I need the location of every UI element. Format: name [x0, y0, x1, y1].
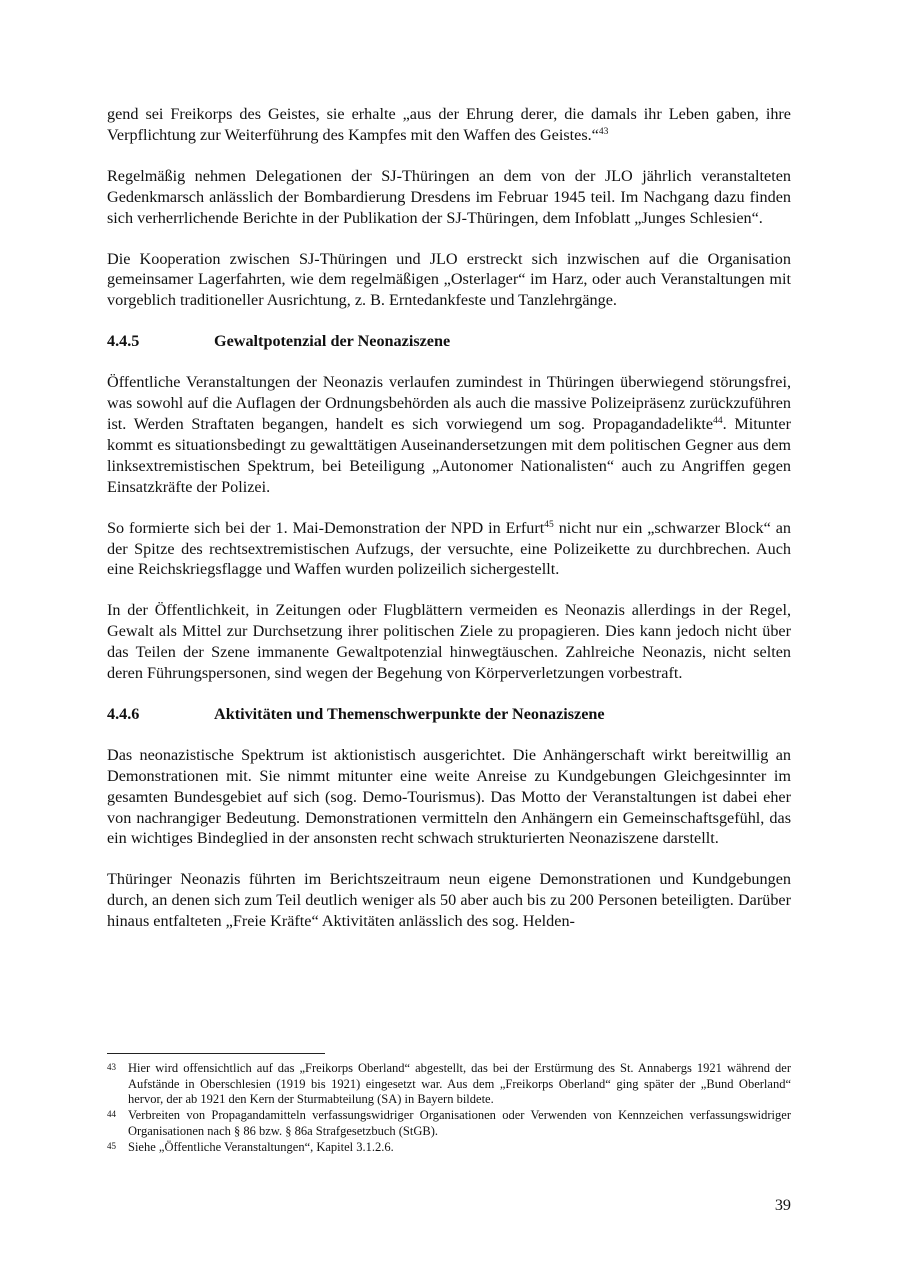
paragraph	[107, 372, 791, 497]
footnotes	[107, 1061, 791, 1155]
footnote-number: 43	[107, 1062, 116, 1072]
paragraph	[107, 518, 791, 581]
footnote	[107, 1061, 791, 1108]
paragraph: Thüringer Neonazis führten im Berichtszeitraum neun eigene Demonstrationen und Kundgebungen durch, an denen sich zum Teil deutlich weniger als 50 aber auch bis zu 200 Personen beteiligten. Darüber hinaus entfalteten „Freie Kräfte“ Aktivitäten anlässlich des sog. Helden-	[107, 870, 791, 931]
page-number: 39	[774, 1196, 791, 1214]
section-heading	[107, 704, 791, 725]
footnote-ref: 43	[598, 126, 609, 137]
footnote	[107, 1140, 791, 1156]
footnote-text: Siehe „Öffentliche Veranstaltungen“, Kapitel 3.1.2.6.	[128, 1139, 394, 1154]
footnote-divider	[107, 1053, 325, 1054]
paragraph: Das neonazistische Spektrum ist aktionistisch ausgerichtet. Die Anhängerschaft wirkt bereitwillig an Demonstrationen mit. Sie nimmt mitunter eine weite Anreise zu Kundgebungen Gleichgesinnter im gesamten Bundesgebiet auf sich (sog. Demo-Tourismus). Das Motto der Veranstaltungen ist dabei eher von nachrangiger Bedeutung. Demonstrationen vermitteln den Anhängern ein Gemeinschaftsgefühl, das ein wichtiges Bindeglied in der ansonsten recht schwach strukturierten Neonaziszene darstellt.	[107, 745, 791, 848]
paragraph: In der Öffentlichkeit, in Zeitungen oder Flugblättern vermeiden es Neonazis allerdings in der Regel, Gewalt als Mittel zur Durchsetzung ihrer politischen Ziele zu propagieren. Dies kann jedoch nicht über das Teilen der Szene immanente Gewaltpotenzial hinwegtäuschen. Zahlreiche Neonazis, nicht selten deren Führungspersonen, sind wegen der Begehung von Körperverletzungen vorbestraft.	[107, 601, 791, 683]
footnote-number: 45	[107, 1140, 116, 1151]
page-body	[107, 104, 791, 952]
section-heading	[107, 331, 791, 352]
paragraph-text: . Mitunter kommt es situationsbedingt zu gewalttätigen Auseinandersetzungen mit dem politischen Gegner aus dem linksextremistischen Spektrum, bei Beteiligung „Autonomer Nationalisten“ auch zu Angriffen gegen Einsatzkräfte der Polizei.	[107, 414, 792, 496]
paragraph	[107, 104, 791, 146]
footnote-number: 44	[107, 1109, 116, 1120]
footnote	[107, 1108, 791, 1139]
section-number: 4.4.5	[107, 332, 140, 351]
footnote-ref: 45	[544, 519, 554, 530]
paragraph-text: So formierte sich bei der 1. Mai-Demonstration der NPD in Erfurt	[107, 518, 545, 537]
footnote-text: Hier wird offensichtlich auf das „Freikorps Oberland“ abgestellt, das bei der Erstürmung des St. Annabergs 1921 während der Aufstände in Oberschlesien (1919 bis 1921) eingesetzt war. Aus dem „Freikorps Oberland“ ging später der „Bund Oberland“ hervor, der ab 1921 den Kern der Sturmabteilung (SA) in Bayern bildete.	[128, 1061, 791, 1107]
section-title: Gewaltpotenzial der Neonaziszene	[214, 332, 451, 351]
paragraph-text: gend sei Freikorps des Geistes, sie erhalte „aus der Ehrung derer, die damals ihr Leben gaben, ihre Verpflichtung zur Weiterführung des Kampfes mit den Waffen des Geistes.“	[107, 105, 791, 144]
paragraph-text: Öffentliche Veranstaltungen der Neonazis verlaufen zumindest in Thüringen überwiegend störungsfrei, was sowohl auf die Auflagen der Ordnungsbehörden als auch die massive Polizeipräsenz zurückzuführen ist. Werden Straftaten begangen, handelt es sich vorwiegend um sog. Propagandadelikte	[107, 373, 791, 433]
paragraph: Die Kooperation zwischen SJ-Thüringen und JLO erstreckt sich inzwischen auf die Organisation gemeinsamer Lagerfahrten, wie dem regelmäßigen „Osterlager“ im Harz, oder auch Veranstaltungen mit vorgeblich traditioneller Ausrichtung, z. B. Erntedankfeste und Tanzlehrgänge.	[107, 249, 791, 310]
section-title: Aktivitäten und Themenschwerpunkte der Neonaziszene	[214, 704, 605, 723]
footnote-text: Verbreiten von Propagandamitteln verfassungswidriger Organisationen oder Verwenden von Kennzeichen verfassungswidriger Organisationen nach § 86 bzw. § 86a Strafgesetzbuch (StGB).	[128, 1108, 791, 1138]
footnote-ref: 44	[713, 415, 723, 426]
paragraph-text: nicht nur ein „schwarzer Block“ an der Spitze des rechtsextremistischen Aufzugs, der versuchte, eine Polizeikette zu durchbrechen. Auch eine Reichskriegsflagge und Waffen wurden polizeilich sichergestellt.	[107, 518, 791, 579]
paragraph: Regelmäßig nehmen Delegationen der SJ-Thüringen an dem von der JLO jährlich veranstalteten Gedenkmarsch anlässlich der Bombardierung Dresdens im Februar 1945 teil. Im Nachgang dazu finden sich verherrlichende Berichte in der Publikation der SJ-Thüringen, dem Infoblatt „Junges Schlesien“.	[107, 166, 791, 227]
section-number: 4.4.6	[107, 704, 140, 723]
